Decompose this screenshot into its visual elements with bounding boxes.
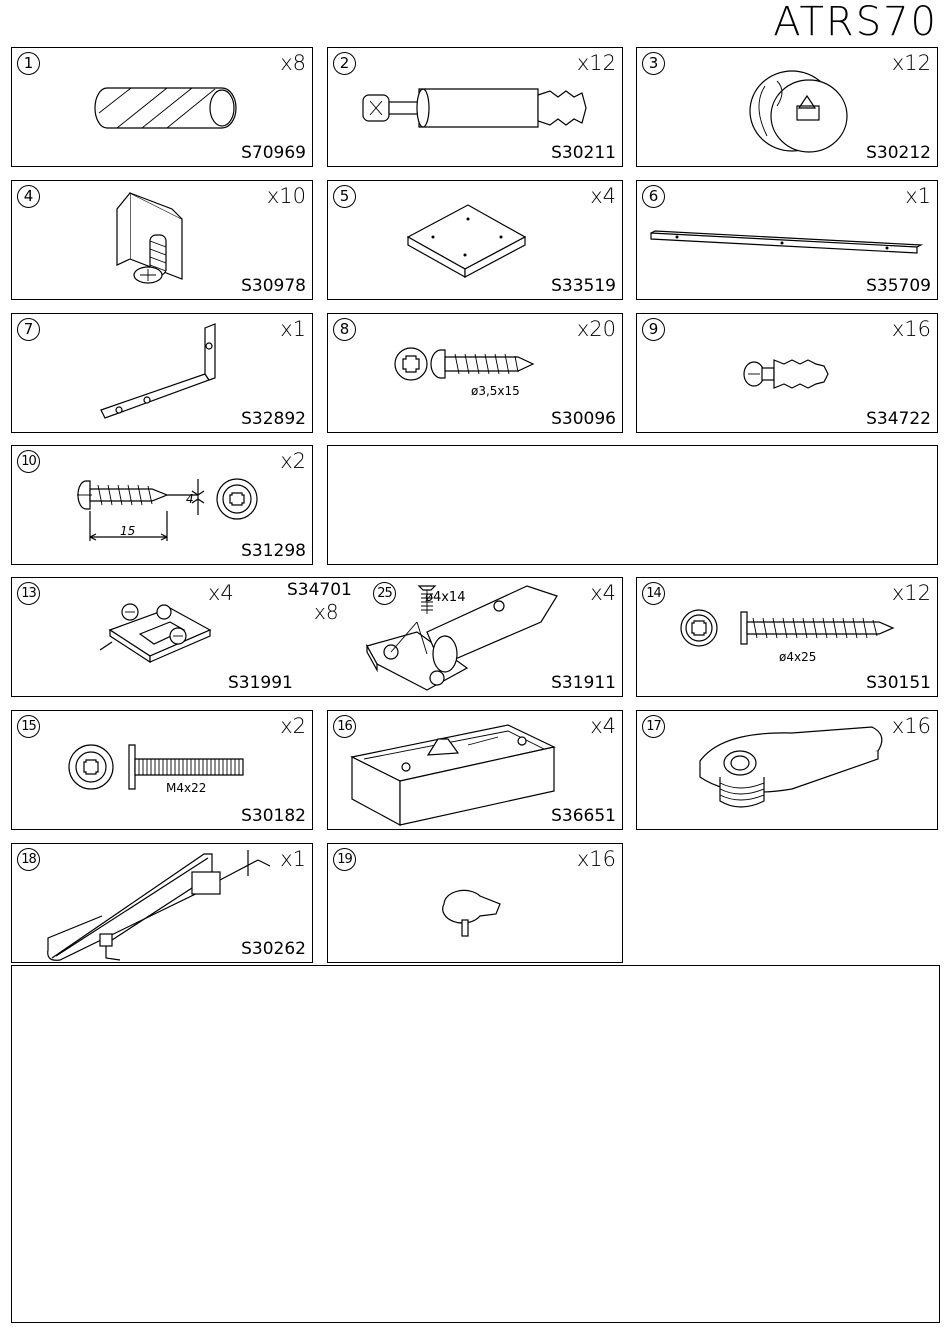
part-code: S34722	[866, 409, 931, 429]
angle-plate-icon	[97, 322, 227, 422]
part-quantity: x8	[280, 51, 306, 75]
part-cell-3	[636, 47, 938, 167]
part-cell-16	[327, 710, 623, 830]
part-cell-5	[327, 180, 623, 300]
foot-block-icon	[348, 719, 568, 829]
felt-pad-icon	[403, 199, 533, 279]
part-quantity: x1	[280, 847, 306, 871]
part-code: S70969	[241, 143, 306, 163]
part-quantity: x1	[905, 184, 931, 208]
part-code: S31911	[551, 673, 616, 693]
part-number: 14	[642, 582, 665, 605]
part-number: 7	[17, 318, 40, 341]
part-code: S31991	[228, 673, 293, 693]
part-number: 8	[333, 318, 356, 341]
blank-cell	[327, 445, 938, 565]
part-quantity: x4	[590, 184, 616, 208]
hinge-plate-icon	[100, 590, 220, 680]
screw-dimension: M4x22	[166, 781, 207, 795]
part-code: S30262	[241, 939, 306, 959]
part-number-25: 25	[373, 582, 396, 605]
part-code: S30096	[551, 409, 616, 429]
part-number: 19	[333, 848, 356, 871]
part-cell-15	[11, 710, 313, 830]
part-quantity: x16	[891, 317, 931, 341]
screw-dimension: ø4x14	[425, 590, 466, 605]
part-code: S30212	[866, 143, 931, 163]
part-cell-1	[11, 47, 313, 167]
part-cell-6	[636, 180, 938, 300]
blank-sheet-area	[11, 965, 940, 1323]
part-quantity: x1	[280, 317, 306, 341]
part-cell-8	[327, 313, 623, 433]
part-code: S32892	[241, 409, 306, 429]
part-cell-7	[11, 313, 313, 433]
part-quantity: x20	[576, 317, 616, 341]
part-cell-2	[327, 47, 623, 167]
part-number: 5	[333, 185, 356, 208]
part-number: 18	[17, 848, 40, 871]
screw-dimension: ø4x25	[779, 650, 817, 664]
drawer-slide-icon	[42, 846, 282, 964]
part-code: S33519	[551, 276, 616, 296]
part-quantity: x2	[280, 449, 306, 473]
shelf-support-pin-icon	[742, 354, 842, 394]
phillips-screw-icon	[393, 344, 543, 384]
part-number: 6	[642, 185, 665, 208]
part-number: 15	[17, 715, 40, 738]
cam-lock-icon	[747, 66, 857, 156]
part-quantity: x12	[891, 51, 931, 75]
part-cell-10	[11, 445, 313, 565]
part-number: 2	[333, 52, 356, 75]
part-quantity: x4	[590, 581, 616, 605]
part-code: S30182	[241, 806, 306, 826]
machine-screw-icon	[67, 741, 257, 791]
part-number: 13	[17, 582, 40, 605]
part-code: S31298	[241, 541, 306, 561]
part-code: S30211	[551, 143, 616, 163]
part-cell-19	[327, 843, 623, 963]
cam-bolt-icon	[358, 83, 598, 133]
dowel-icon	[87, 83, 247, 133]
part-number: 16	[333, 715, 356, 738]
rail-icon	[647, 229, 927, 259]
part-quantity: x10	[266, 184, 306, 208]
screw-cap-icon	[440, 890, 510, 940]
part-number: 3	[642, 52, 665, 75]
part-cell-13	[11, 577, 623, 697]
part-number: 10	[17, 450, 40, 473]
screw-dimension: ø3,5x15	[471, 384, 520, 398]
part-quantity: x16	[891, 714, 931, 738]
part-quantity: x4	[208, 581, 234, 605]
part-number: 4	[17, 185, 40, 208]
part-code: S35709	[866, 276, 931, 296]
diameter-dimension: 4	[186, 492, 194, 506]
part-code: S30978	[241, 276, 306, 296]
part-quantity: x16	[576, 847, 616, 871]
part-cell-18	[11, 843, 313, 963]
extra-quantity: x8	[314, 600, 339, 624]
part-quantity: x12	[891, 581, 931, 605]
part-cell-17	[636, 710, 938, 830]
part-number: 1	[17, 52, 40, 75]
part-number: 17	[642, 715, 665, 738]
part-cell-14	[636, 577, 938, 697]
part-cell-4	[11, 180, 313, 300]
corner-bracket-icon	[112, 189, 202, 289]
document-title: ATRS70	[773, 0, 938, 45]
part-cell-9	[636, 313, 938, 433]
part-code: S36651	[551, 806, 616, 826]
part-quantity: x12	[576, 51, 616, 75]
wood-screw-icon	[72, 471, 272, 551]
cam-connector-icon	[692, 721, 892, 811]
extra-code: S34701	[287, 580, 352, 600]
part-number: 9	[642, 318, 665, 341]
part-quantity: x4	[590, 714, 616, 738]
part-code: S30151	[866, 673, 931, 693]
long-screw-icon	[679, 608, 899, 648]
concealed-hinge-icon	[357, 582, 567, 694]
part-quantity: x2	[280, 714, 306, 738]
length-dimension: 15	[120, 524, 136, 538]
